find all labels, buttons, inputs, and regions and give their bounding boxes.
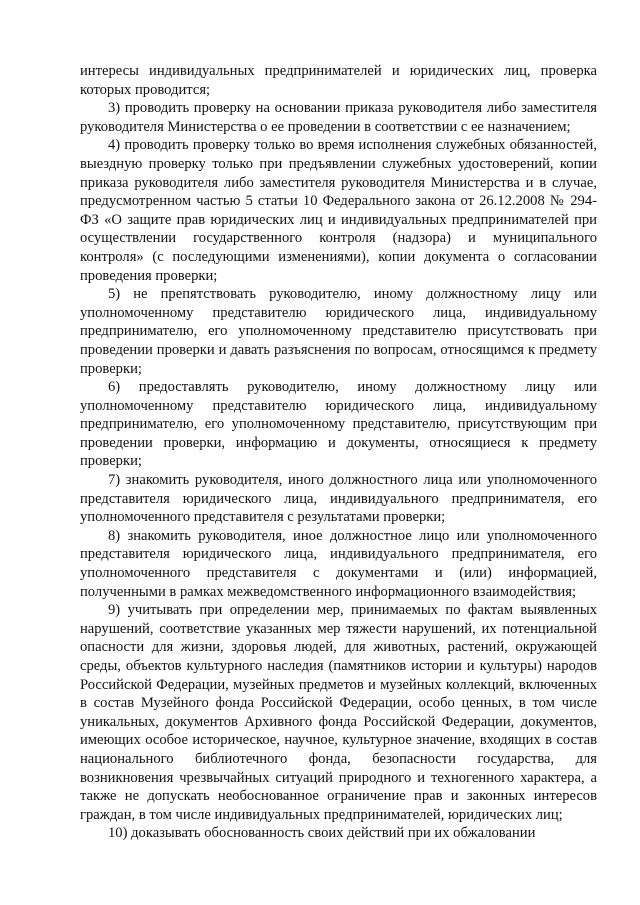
paragraph-item-8: 8) знакомить руководителя, иное должностное лицо или уполномоченного представителя юридического лица, индивидуального предпринимателя, его уполномоченного представителя с документами и (или) информацией, полученными в рамках межведомственного информационного взаимодействия; [80, 527, 597, 600]
paragraph-item-7: 7) знакомить руководителя, иного должностного лица или уполномоченного представителя юридического лица, индивидуального предпринимателя, его уполномоченного представителя с результатами проверки; [80, 472, 597, 526]
paragraph-continuation: интересы индивидуальных предпринимателей и юридических лиц, проверка которых проводится; [80, 63, 597, 98]
paragraph-item-4: 4) проводить проверку только во время исполнения служебных обязанностей, выездную проверку только при предъявлении служебных удостоверений, копии приказа руководителя либо заместителя руководителя Министерства и в случае, предусмотренном частью 5 статьи 10 Федерального закона от 26.12.2008 № 294-ФЗ «О защите прав юридических лиц и индивидуальных предпринимателей при осуществлении государственного контроля (надзора) и муниципального контроля» (с последующими изменениями), копии документа о согласовании проведения проверки; [80, 137, 597, 284]
paragraph-item-3: 3) проводить проверку на основании приказа руководителя либо заместителя руководителя Министерства о ее проведении в соответствии с ее назначением; [80, 100, 597, 135]
paragraph-item-9: 9) учитывать при определении мер, принимаемых по фактам выявленных нарушений, соответствие указанных мер тяжести нарушений, их потенциальной опасности для жизни, здоровья людей, для животных, растений, окружающей среды, объектов культурного наследия (памятников истории и культуры) народов Российской Федерации, музейных предметов и музейных коллекций, включенных в состав Музейного фонда Российской Федерации, особо ценных, в том числе уникальных, документов Архивного фонда Российской Федерации, документов, имеющих особое историческое, научное, культурное значение, входящих в состав национального библиотечного фонда, безопасности государства, для возникновения чрезвычайных ситуаций природного и техногенного характера, а также не допускать необоснованное ограничение прав и законных интересов граждан, в том числе индивидуальных предпринимателей, юридических лиц; [80, 602, 597, 823]
paragraph-item-10: 10) доказывать обоснованность своих действий при их обжаловании [108, 825, 536, 842]
document-page [80, 62, 597, 843]
paragraph-item-5: 5) не препятствовать руководителю, иному должностному лицу или уполномоченному представителю юридического лица, индивидуальному предпринимателю, его уполномоченному представителю присутствовать при проведении проверки и давать разъяснения по вопросам, относящимся к предмету проверки; [80, 286, 597, 377]
paragraph-item-6: 6) предоставлять руководителю, иному должностному лицу или уполномоченному представителю юридического лица, индивидуальному предпринимателю, его уполномоченному представителю, присутствующим при проведении проверки, информацию и документы, относящиеся к предмету проверки; [80, 379, 597, 470]
